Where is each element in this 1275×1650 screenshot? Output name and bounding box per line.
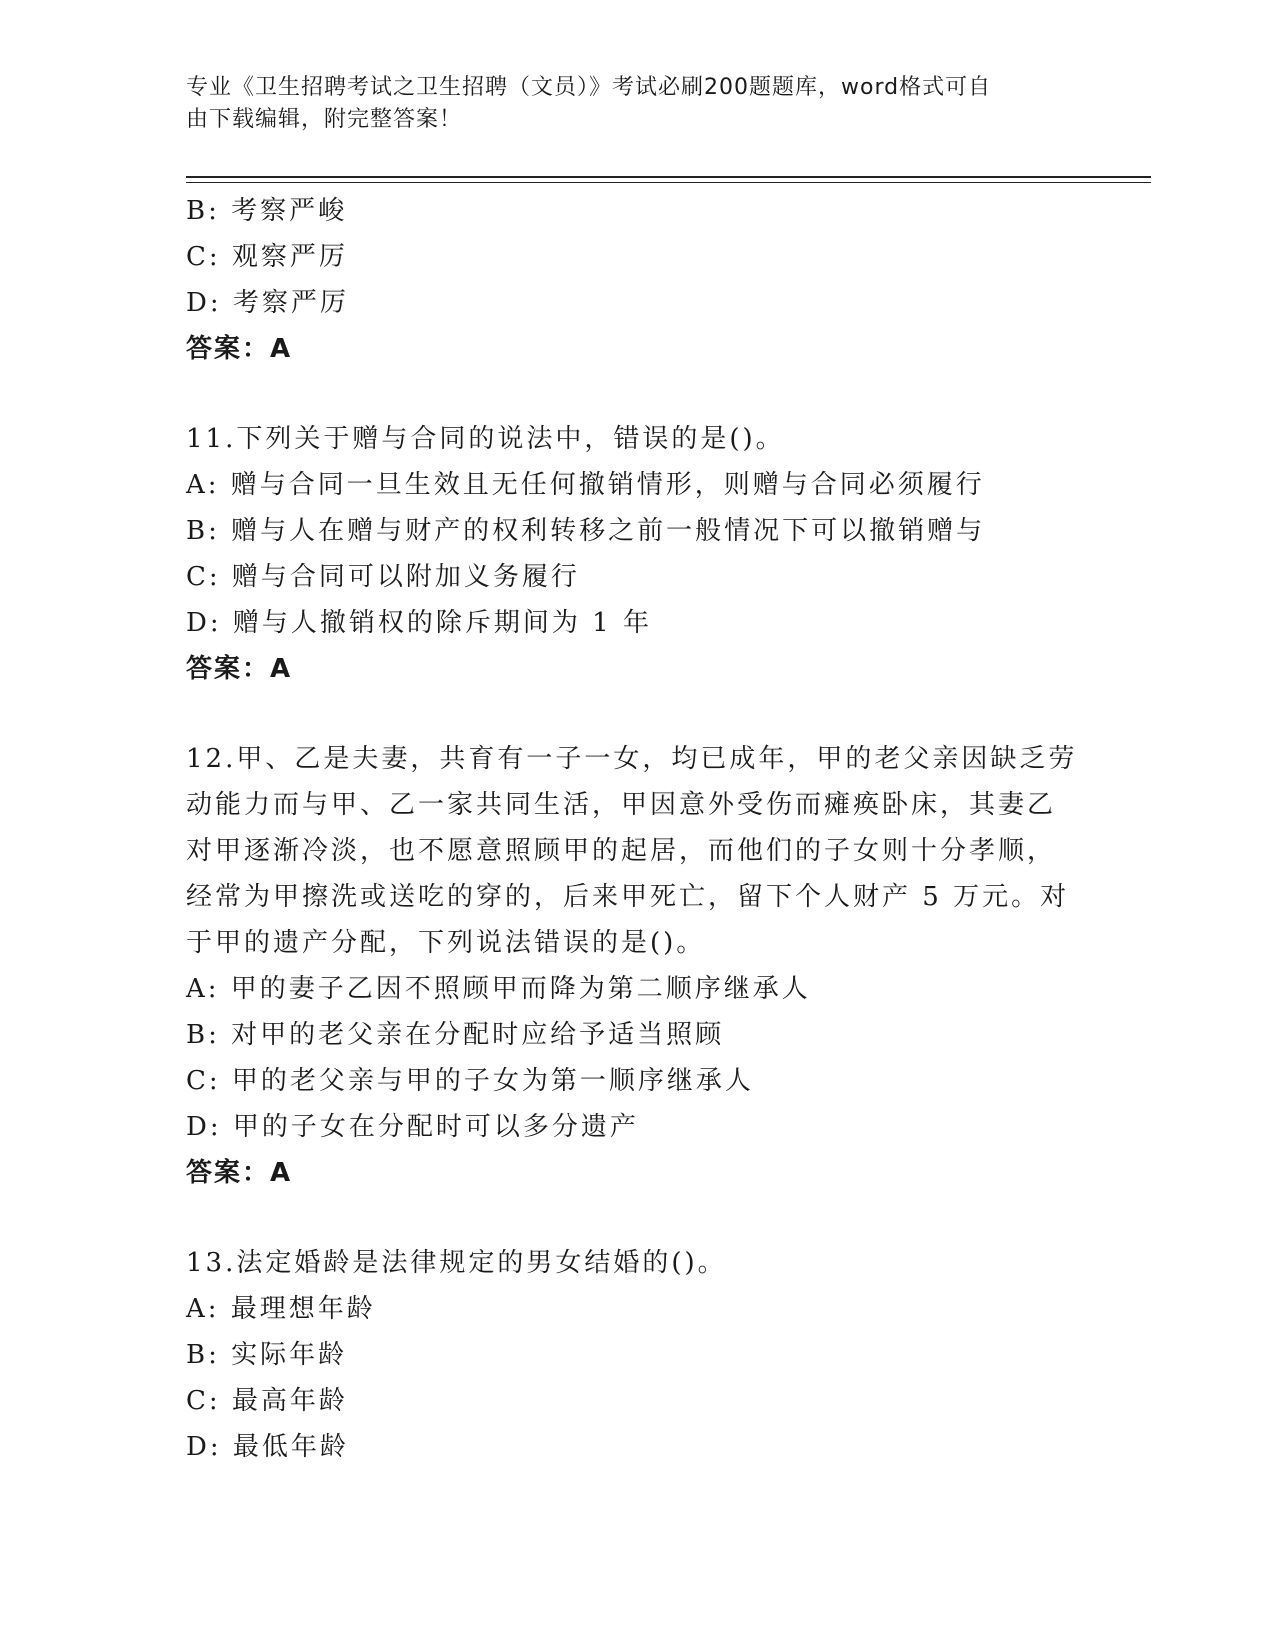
option-d: D: 考察严厉: [186, 288, 349, 318]
answer-line: 答案：A: [186, 1158, 293, 1188]
question-stem: 13.法定婚龄是法律规定的男女结婚的()。: [186, 1248, 727, 1278]
option-d: D: 最低年龄: [186, 1432, 349, 1462]
answer-line: 答案：A: [186, 334, 293, 364]
option-c: C: 赠与合同可以附加义务履行: [186, 562, 580, 592]
question-12: [186, 736, 1146, 1196]
option-b: B: 赠与人在赠与财产的权利转移之前一般情况下可以撤销赠与: [186, 516, 986, 546]
header-line-1: 专业《卫生招聘考试之卫生招聘（文员）》考试必刷200题题库，word格式可自: [186, 75, 992, 100]
option-b: B: 对甲的老父亲在分配时应给予适当照顾: [186, 1020, 725, 1050]
question-stem-line-3: 对甲逐渐冷淡，也不愿意照顾甲的起居，而他们的子女则十分孝顺，: [186, 836, 1057, 866]
header-rule-thick: [186, 176, 1151, 178]
question-stem-line-1: 12.甲、乙是夫妻，共育有一子一女，均已成年，甲的老父亲因缺乏劳: [186, 744, 1078, 774]
spacer: [186, 372, 1146, 416]
question-11: [186, 416, 1146, 692]
question-13: [186, 1240, 1146, 1470]
option-b: B: 考察严峻: [186, 196, 348, 226]
question-prev: [186, 188, 1146, 372]
option-a: A: 赠与合同一旦生效且无任何撤销情形，则赠与合同必须履行: [186, 470, 985, 500]
option-a: A: 最理想年龄: [186, 1294, 376, 1324]
spacer: [186, 692, 1146, 736]
question-stem-line-5: 于甲的遗产分配，下列说法错误的是()。: [186, 928, 706, 958]
question-stem-line-2: 动能力而与甲、乙一家共同生活，甲因意外受伤而瘫痪卧床，其妻乙: [186, 790, 1057, 820]
option-b: B: 实际年龄: [186, 1340, 348, 1370]
question-stem: 11.下列关于赠与合同的说法中，错误的是()。: [186, 424, 785, 454]
spacer: [186, 1196, 1146, 1240]
header-rule-thin: [186, 182, 1151, 183]
option-a: A: 甲的妻子乙因不照顾甲而降为第二顺序继承人: [186, 974, 811, 1004]
option-c: C: 观察严厉: [186, 242, 348, 272]
option-c: C: 最高年龄: [186, 1386, 348, 1416]
option-d: D: 赠与人撤销权的除斥期间为 1 年: [186, 608, 652, 638]
option-c: C: 甲的老父亲与甲的子女为第一顺序继承人: [186, 1066, 754, 1096]
document-body: [186, 188, 1146, 1470]
question-stem-line-4: 经常为甲擦洗或送吃的穿的，后来甲死亡，留下个人财产 5 万元。对: [186, 882, 1070, 912]
answer-line: 答案：A: [186, 654, 293, 684]
header-line-2: 由下载编辑，附完整答案！: [186, 107, 463, 132]
document-header: [186, 72, 1086, 136]
option-d: D: 甲的子女在分配时可以多分遗产: [186, 1112, 639, 1142]
